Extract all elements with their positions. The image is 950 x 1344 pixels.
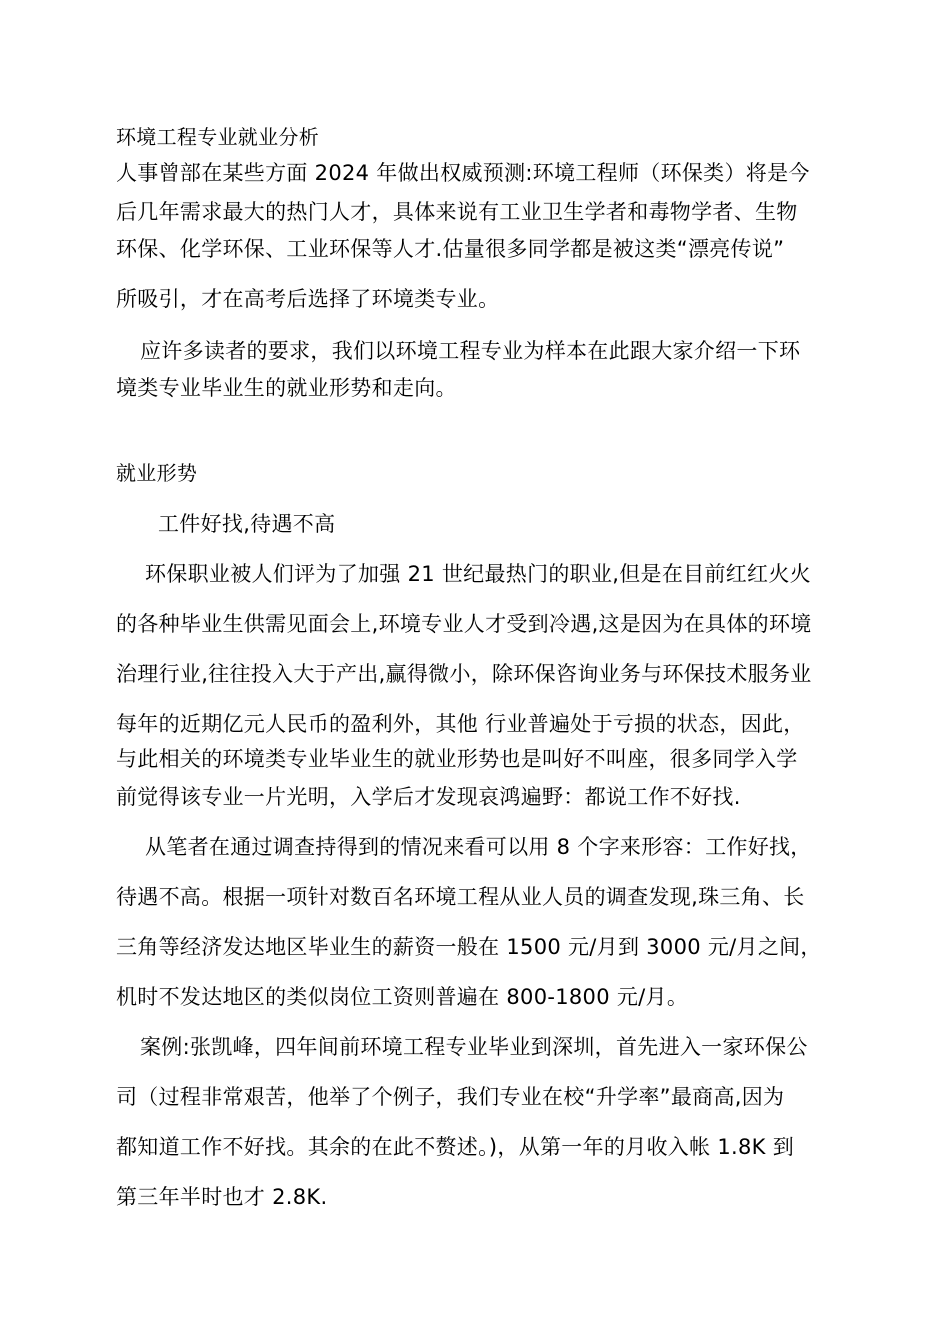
para5-line-1: 案例:张凯峰，四年间前环境工程专业毕业到深圳，首先进入一家环保公 (140, 1035, 808, 1059)
para4-line-3: 三角等经济发达地区毕业生的薪资一般在 1500 元/月到 3000 元/月之间， (116, 935, 822, 959)
para4-line-2: 待遇不高。根据一项针对数百名环境工程从业人员的调查发现,珠三角、长 (116, 885, 805, 909)
para3-line-2: 的各种毕业生供需见面会上,环境专业人才受到冷遇,这是因为在具体的环境 (116, 612, 812, 636)
intro-line-4: 所吸引，才在高考后选择了环境类专业。 (116, 287, 500, 311)
para3-line-6: 前觉得该专业一片光明，入学后才发现哀鸿遍野：都说工作不好找. (116, 785, 741, 809)
section-subheading: 工件好找,待遇不高 (158, 512, 336, 536)
para2-line-2: 境类专业毕业生的就业形势和走向。 (116, 376, 457, 400)
para3-line-3: 治理行业,往往投入大于产出,赢得微小，除环保咨询业务与环保技术服务业 (116, 662, 812, 686)
section-heading: 就业形势 (116, 461, 198, 485)
para5-line-2: 司（过程非常艰苦，他举了个例子，我们专业在校“升学率”最商高,因为 (116, 1085, 785, 1109)
intro-line-2: 后几年需求最大的热门人才，具体来说有工业卫生学者和毒物学者、生物 (116, 200, 798, 224)
para3-line-5: 与此相关的环境类专业毕业生的就业形势也是叫好不叫座，很多同学入学 (116, 747, 798, 771)
document-title: 环境工程专业就业分析 (116, 125, 319, 149)
para5-line-4: 第三年半时也才 2.8K. (116, 1185, 328, 1209)
para2-line-1: 应许多读者的要求，我们以环境工程专业为样本在此跟大家介绍一下环 (140, 339, 801, 363)
para4-line-1: 从笔者在通过调查持得到的情况来看可以用 8 个字来形容：工作好找， (145, 835, 812, 859)
para3-line-1: 环保职业被人们评为了加强 21 世纪最热门的职业,但是在目前红红火火 (145, 562, 811, 586)
intro-line-3: 环保、化学环保、工业环保等人才.估量很多同学都是被这类“漂亮传说” (116, 237, 785, 261)
intro-line-1: 人事曾部在某些方面 2024 年做出权威预测:环境工程师（环保类）将是今 (116, 161, 810, 185)
para4-line-4: 机时不发达地区的类似岗位工资则普遍在 800-1800 元/月。 (116, 985, 689, 1009)
para5-line-3: 都知道工作不好找。其余的在此不赘述。)，从第一年的月收入帐 1.8K 到 (116, 1135, 795, 1159)
para3-line-4: 每年的近期亿元人民币的盈利外，其他 行业普遍处于亏损的状态，因此， (116, 712, 805, 736)
